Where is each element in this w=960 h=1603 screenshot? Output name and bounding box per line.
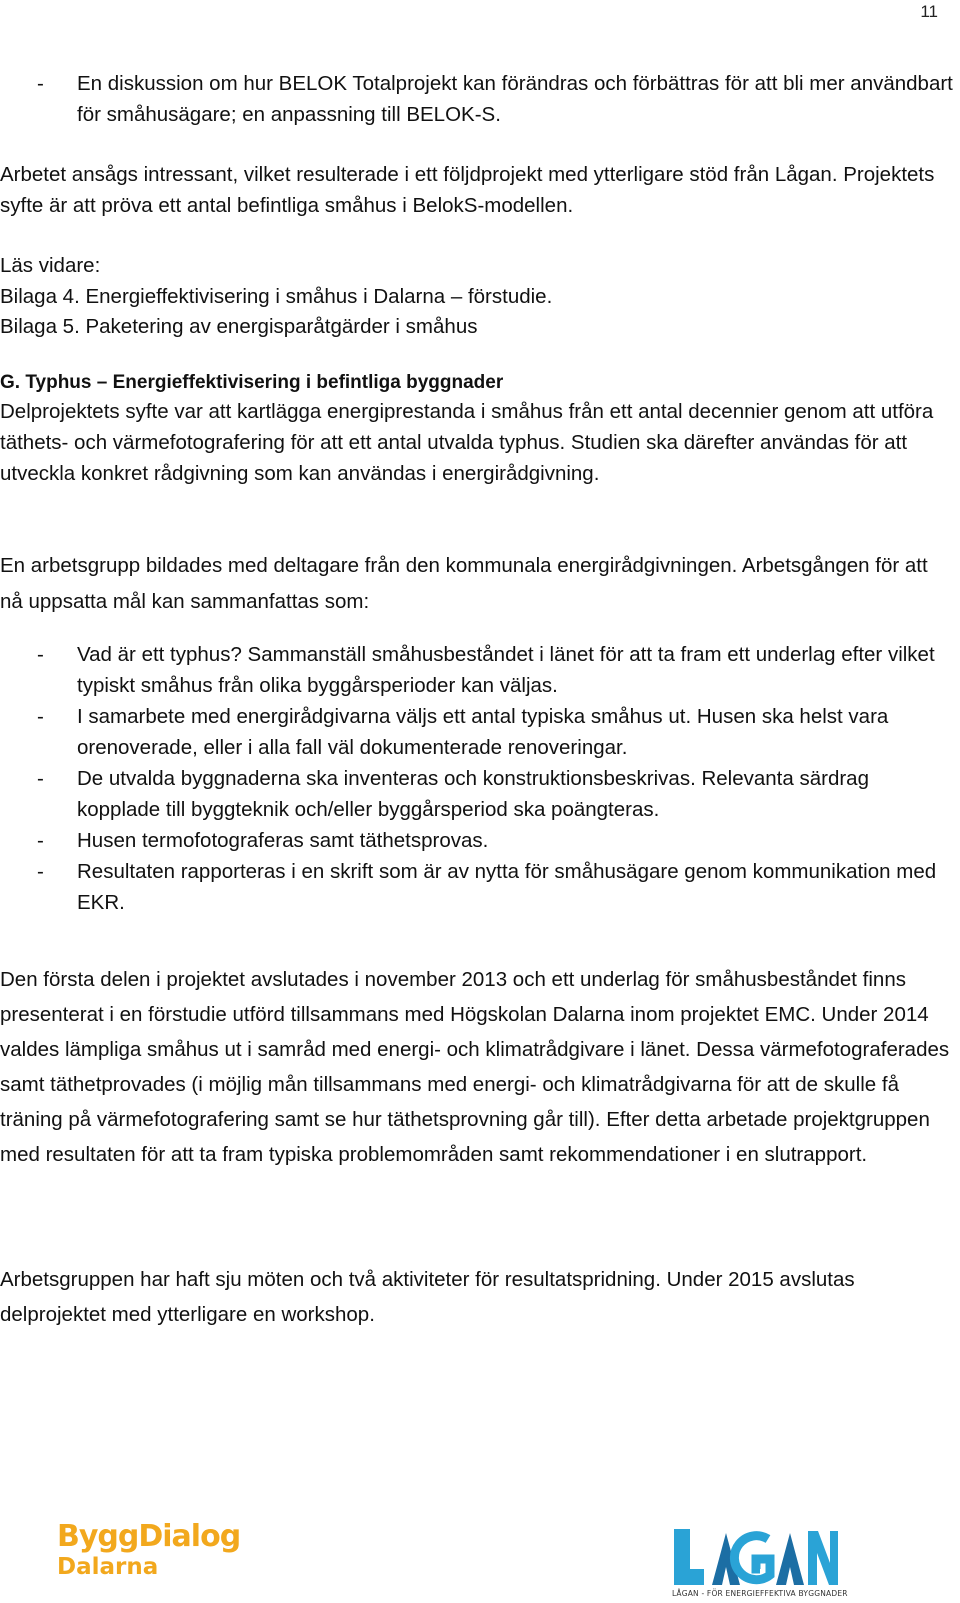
list-item xyxy=(0,68,955,130)
list-item-text: Husen termofotograferas samt täthetsprovas. xyxy=(77,829,489,852)
list-item-text: De utvalda byggnaderna ska inventeras och konstruktionsbeskrivas. Relevanta särdrag kopplade till byggteknik och/eller byggårsperiod ska poängteras. xyxy=(77,767,869,821)
list-item xyxy=(0,825,955,856)
byggdialog-dalarna-logo xyxy=(57,1520,257,1590)
lagan-logo-mark xyxy=(672,1525,842,1589)
read-more-label: Läs vidare: xyxy=(0,254,101,277)
section-g-heading: G. Typhus – Energieffektivisering i befintliga byggnader xyxy=(0,372,504,393)
list-item-text: Vad är ett typhus? Sammanställ småhusbeståndet i länet för att ta fram ett underlag efter vilket typiskt småhus från olika byggårsperioder kan väljas. xyxy=(77,643,935,697)
page-number: 11 xyxy=(920,2,938,21)
dash-marker: - xyxy=(37,767,44,790)
paragraph-first-part: Den första delen i projektet avslutades i november 2013 och ett underlag för småhusbeståndet finns presenterat i en förstudie utförd tillsammans med Högskolan Dalarna inom projektet EMC. Under 2014 valdes lämpliga småhus ut i samråd med energi- och klimatrådgivare i länet. Dessa värmefotograferades samt täthetprovades (i möjlig mån tillsammans med energi- och klimatrådgivarna för att de skulle få träning på värmefotografering samt se hur täthetsprovning går till). Efter detta arbetade projektgruppen med resultaten för att ta fram typiska problemområden samt rekommendationer i en slutrapport. xyxy=(0,968,950,1166)
paragraph-meetings: Arbetsgruppen har haft sju möten och två aktiviteter för resultatspridning. Under 2015 avslutas delprojektet med ytterligare en workshop. xyxy=(0,1268,855,1326)
list-item-text: I samarbete med energirådgivarna väljs ett antal typiska småhus ut. Husen ska helst vara orenoverade, eller i alla fall väl dokumenterade renoveringar. xyxy=(77,705,889,759)
list-item xyxy=(0,639,955,701)
top-dash-list xyxy=(0,68,955,130)
list-item-text: En diskussion om hur BELOK Totalprojekt kan förändras och förbättras för att bli mer användbart för småhusägare; en anpassning till BELOK-S. xyxy=(77,72,953,126)
byggdialog-logo-line1: ByggDialog xyxy=(57,1519,241,1554)
paragraph-lagan-followup: Arbetet ansågs intressant, vilket resulterade i ett följdprojekt med ytterligare stöd från Lågan. Projektets syfte är att pröva ett antal befintliga småhus i BelokS-modellen. xyxy=(0,163,935,217)
dash-marker: - xyxy=(37,860,44,883)
byggdialog-logo-line2: Dalarna xyxy=(57,1554,159,1580)
dash-marker: - xyxy=(37,705,44,728)
dash-marker: - xyxy=(37,72,44,95)
paragraph-working-group: En arbetsgrupp bildades med deltagare från den kommunala energirådgivningen. Arbetsgången för att nå uppsatta mål kan sammanfattas som: xyxy=(0,554,928,613)
lagan-tagline: LÅGAN - FÖR ENERGIEFFEKTIVA BYGGNADER xyxy=(672,1589,848,1598)
dash-marker: - xyxy=(37,829,44,852)
dash-marker: - xyxy=(37,643,44,666)
read-more-appendix-5: Bilaga 5. Paketering av energisparåtgärder i småhus xyxy=(0,315,478,338)
lagan-logo xyxy=(672,1525,848,1600)
list-item xyxy=(0,701,955,763)
list-item xyxy=(0,763,955,825)
list-item xyxy=(0,856,955,918)
list-item-text: Resultaten rapporteras i en skrift som är av nytta för småhusägare genom kommunikation med EKR. xyxy=(77,860,937,914)
section-g-body: Delprojektets syfte var att kartlägga energiprestanda i småhus från ett antal decennier genom att utföra täthets- och värmefotografering för att ett antal utvalda typhus. Studien ska därefter användas för att utveckla konkret rådgivning som kan användas i energirådgivning. xyxy=(0,400,934,485)
steps-list xyxy=(0,639,955,918)
read-more-appendix-4: Bilaga 4. Energieffektivisering i småhus i Dalarna – förstudie. xyxy=(0,285,553,308)
